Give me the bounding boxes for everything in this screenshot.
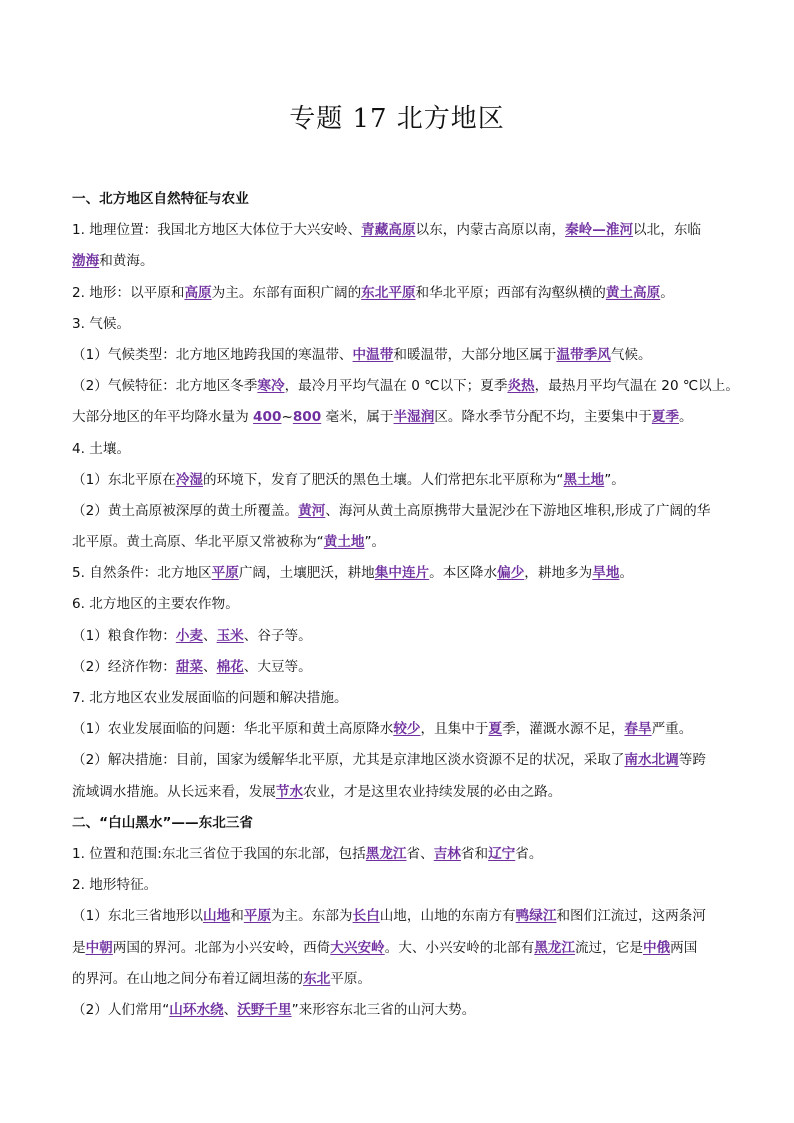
text-segment: 流域调水措施。从长远来看，发展 (72, 783, 276, 800)
text-line (72, 340, 724, 371)
text-segment: 省。 (515, 845, 543, 862)
text-segment: 7. 北方地区农业发展面临的问题和解决措施。 (72, 690, 348, 706)
text-segment: 。本区降水 (429, 565, 498, 582)
text-segment: （2）黄土高原被深厚的黄土所覆盖。 (72, 502, 299, 519)
text-segment: 毫米，属于 (321, 409, 394, 426)
keyword-answer: 黑土地 (563, 471, 605, 488)
keyword-answer: 黑龙江 (365, 845, 407, 862)
text-line (72, 371, 739, 402)
text-segment: 流过，它是 (574, 939, 643, 956)
text-segment: 、海河从黄土高原携带大量泥沙在下游地区堆积,形成了广阔的华 (325, 502, 711, 519)
text-segment: 2. 地形特征。 (72, 877, 158, 894)
keyword-answer: 东北 (303, 970, 331, 987)
text-segment: ，耕地多为 (524, 565, 593, 582)
text-segment: （1）农业发展面临的问题：华北平原和黄土高原降水 (72, 721, 394, 738)
text-segment: 和暖温带，大部分地区属于 (393, 346, 557, 363)
text-segment: 的环境下，发育了肥沃的黑色土壤。人们常把东北平原称为“ (203, 471, 564, 488)
text-segment: （2）气候特征：北方地区冬季 (72, 378, 258, 395)
keyword-answer: 甜菜 (175, 658, 203, 675)
text-segment: （1）东北三省地形以 (72, 908, 203, 925)
text-segment: 北平原。黄土高原、华北平原又常被称为“ (72, 534, 324, 551)
keyword-answer: 温带季风 (556, 346, 611, 363)
text-segment: 。 (619, 565, 634, 582)
text-line (72, 901, 724, 932)
section-heading (72, 808, 724, 839)
keyword-answer: 较少 (393, 721, 421, 738)
keyword-answer: 吉林 (433, 845, 461, 862)
text-segment: 为主。东部为 (270, 908, 353, 925)
text-line (72, 558, 724, 589)
keyword-answer: 夏季 (651, 409, 679, 426)
keyword-answer: 偏少 (497, 565, 525, 582)
keyword-answer: 寒冷 (257, 378, 285, 395)
text-segment: 二、“白山黑水”——东北三省 (72, 814, 253, 831)
keyword-answer: 旱地 (592, 565, 620, 582)
text-segment: 气候。 (610, 346, 652, 363)
text-segment: 。大、小兴安岭的北部有 (384, 939, 535, 956)
text-segment: ，最冷月平均气温在 0 ℃以下；夏季 (284, 378, 508, 395)
text-segment: 区。降水季节分配不均，主要集中于 (434, 409, 652, 426)
keyword-answer: 东北平原 (361, 284, 416, 301)
keyword-answer: 半湿润 (393, 409, 435, 426)
text-line (72, 215, 724, 246)
text-segment: （1）东北平原在 (72, 471, 176, 488)
text-segment: 。 (660, 284, 674, 301)
keyword-answer: 400 (253, 409, 282, 426)
text-line (72, 496, 724, 527)
keyword-answer: 平原 (243, 908, 271, 925)
keyword-answer: 冷湿 (175, 471, 203, 488)
text-segment: 3. 气候。 (72, 315, 131, 332)
keyword-answer: 集中连片 (374, 565, 430, 582)
text-line (72, 589, 724, 620)
text-segment: 、大豆等。 (243, 658, 312, 675)
keyword-answer: 节水 (275, 783, 304, 800)
keyword-answer: 长白 (352, 908, 380, 925)
keyword-answer: 鸭绿江 (515, 908, 557, 925)
text-segment: （2）解决措施：目前，国家为缓解华北平原，尤其是京津地区淡水资源不足的状况，采取了 (72, 752, 625, 769)
text-segment: 两国的界河。北部为小兴安岭，西倚 (112, 939, 331, 956)
text-line (72, 434, 724, 465)
text-segment: （2）经济作物： (72, 658, 176, 675)
text-segment: 、 (203, 658, 217, 675)
text-segment: 一、北方地区自然特征与农业 (72, 191, 249, 207)
keyword-answer: 中朝 (85, 939, 113, 956)
text-segment: 和 (230, 908, 244, 925)
text-line (72, 402, 724, 433)
text-segment: 为主。东部有面积广阔的 (211, 284, 362, 301)
text-segment: ，且集中于 (420, 721, 489, 738)
text-segment: 、 (203, 627, 217, 644)
text-line (72, 683, 724, 714)
keyword-answer: 玉米 (216, 627, 244, 644)
text-line (72, 309, 724, 340)
keyword-answer: 800 (292, 409, 322, 426)
section-heading (72, 184, 724, 215)
page-title: 专题 17 北方地区 (289, 104, 505, 134)
text-segment: 2. 地形：以平原和 (72, 284, 185, 301)
text-line (72, 465, 724, 496)
keyword-answer: 小麦 (175, 627, 203, 644)
text-segment: ”。 (364, 534, 386, 551)
text-segment: ，最热月平均气温在 20 ℃以上。 (534, 378, 739, 395)
text-segment: 、 (223, 1001, 238, 1018)
text-segment: 严重。 (651, 721, 693, 738)
text-line (72, 278, 724, 309)
keyword-answer: 秦岭—淮河 (565, 222, 634, 239)
keyword-answer: 南水北调 (624, 752, 679, 769)
text-line (72, 621, 724, 652)
keyword-answer: 黑龙江 (534, 939, 575, 956)
text-segment: 1. 位置和范围:东北三省位于我国的东北部，包括 (72, 845, 366, 862)
text-line (72, 527, 724, 558)
text-line (72, 714, 724, 745)
keyword-answer: 青藏高原 (361, 222, 416, 239)
text-segment: 6. 北方地区的主要农作物。 (72, 596, 239, 613)
text-segment: 。 (678, 409, 693, 426)
text-segment: 省、 (406, 845, 434, 862)
text-segment: 1. 地理位置：我国北方地区大体位于大兴安岭、 (72, 222, 362, 239)
text-segment: 平原。 (330, 970, 372, 987)
text-segment: 和华北平原；西部有沟壑纵横的 (415, 284, 606, 301)
text-segment: ”来形容东北三省的山河大势。 (291, 1001, 476, 1018)
text-segment: 大部分地区的年平均降水量为 (72, 409, 254, 426)
keyword-answer: 春旱 (624, 721, 652, 738)
keyword-answer: 中俄 (642, 939, 671, 956)
text-segment: ~ (281, 409, 293, 426)
keyword-answer: 棉花 (216, 658, 244, 675)
keyword-answer: 黄河 (298, 502, 326, 519)
keyword-answer: 山地 (203, 908, 231, 925)
text-line (72, 777, 724, 808)
keyword-answer: 黄土高原 (605, 284, 661, 301)
keyword-answer: 炎热 (507, 378, 535, 395)
text-line (72, 964, 724, 995)
keyword-answer: 高原 (184, 284, 212, 301)
text-segment: 是 (72, 939, 86, 956)
text-segment: （1）气候类型：北方地区地跨我国的寒温带、 (72, 346, 353, 363)
keyword-answer: 大兴安岭 (330, 939, 385, 956)
keyword-answer: 渤海 (72, 253, 100, 270)
text-segment: 山地，山地的东南方有 (379, 908, 516, 925)
text-segment: （2）人们常用“ (72, 1001, 170, 1018)
text-segment: （1）粮食作物： (72, 627, 176, 644)
text-line (72, 652, 724, 683)
keyword-answer: 辽宁 (488, 845, 516, 862)
keyword-answer: 沃野千里 (237, 1001, 292, 1018)
keyword-answer: 中温带 (352, 346, 394, 363)
text-segment: 以北，东临 (633, 222, 702, 239)
document-body (72, 184, 739, 1026)
text-segment: 和黄海。 (99, 253, 154, 270)
text-line (72, 995, 724, 1026)
text-line (72, 870, 724, 901)
text-line (72, 246, 724, 277)
text-segment: 4. 土壤。 (72, 440, 131, 457)
text-segment: 的界河。在山地之间分布着辽阔坦荡的 (72, 970, 304, 987)
keyword-answer: 夏 (488, 721, 503, 738)
text-segment: 、谷子等。 (243, 627, 312, 644)
text-segment: 季，灌溉水源不足， (502, 721, 625, 738)
text-segment: 农业，才是这里农业持续发展的必由之路。 (303, 783, 562, 800)
keyword-answer: 山环水绕 (169, 1001, 224, 1018)
text-segment: ”。 (604, 471, 625, 488)
text-segment: 广阔，土壤肥沃，耕地 (238, 565, 375, 582)
keyword-answer: 黄土地 (323, 534, 365, 551)
keyword-answer: 平原 (211, 565, 239, 582)
text-segment: 以东，内蒙古高原以南， (415, 222, 566, 239)
text-segment: 等跨 (678, 752, 706, 769)
text-line (72, 745, 724, 776)
text-line (72, 933, 724, 964)
text-line (72, 839, 724, 870)
text-segment: 5. 自然条件：北方地区 (72, 565, 212, 582)
text-segment: 和图们江流过，这两条河 (556, 908, 706, 925)
text-segment: 两国 (670, 939, 698, 956)
text-segment: 省和 (460, 845, 489, 862)
